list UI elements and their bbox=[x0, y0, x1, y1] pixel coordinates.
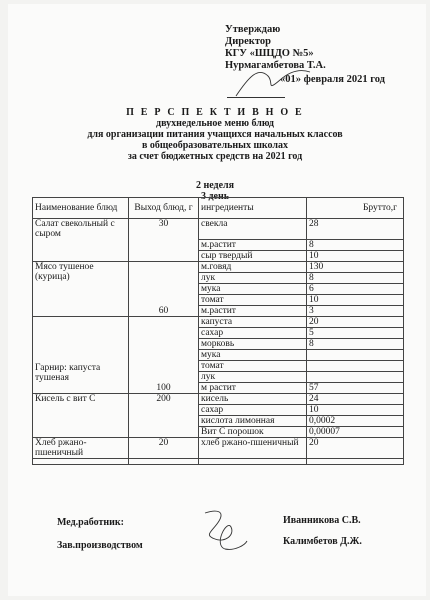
ingredient-brutto: 20 bbox=[307, 438, 404, 459]
ingredient-brutto: 24 bbox=[307, 394, 404, 405]
dish-output: 200 bbox=[129, 394, 199, 438]
med-worker-label: Мед.работник: bbox=[57, 517, 124, 528]
ingredient-name: м.растит bbox=[199, 306, 307, 317]
menu-table bbox=[32, 197, 404, 465]
ingredient-name: лук bbox=[199, 273, 307, 284]
table-row-empty bbox=[33, 459, 404, 465]
ingredient-name: кисель bbox=[199, 394, 307, 405]
ingredient-name: капуста bbox=[199, 317, 307, 328]
week-label: 2 неделя bbox=[195, 180, 235, 191]
table-row bbox=[33, 219, 404, 240]
dish-output: 20 bbox=[129, 438, 199, 459]
header-brutto: Брутто,г bbox=[307, 198, 404, 219]
ingredient-name: свекла bbox=[199, 219, 307, 240]
ingredient-brutto: 3 bbox=[307, 306, 404, 317]
table-row bbox=[33, 317, 404, 328]
ingredient-brutto: 8 bbox=[307, 339, 404, 350]
production-head-label: Зав.производством bbox=[57, 540, 143, 551]
ingredient-brutto: 8 bbox=[307, 240, 404, 251]
director-signature-mark bbox=[228, 58, 318, 108]
ingredient-name: м растит bbox=[199, 383, 307, 394]
approval-line-4: Нурмагамбетова Т.А. bbox=[225, 60, 326, 71]
document-title: П Е Р С П Е К Т И В Н О Е bbox=[126, 107, 304, 118]
ingredient-name: м.растит bbox=[199, 240, 307, 251]
ingredient-brutto: 10 bbox=[307, 405, 404, 416]
menu-table-body bbox=[33, 219, 404, 465]
ingredient-name: сыр твердый bbox=[199, 251, 307, 262]
subtitle-line-2: для организации питания учащихся начальных классов bbox=[87, 129, 343, 140]
med-worker-name: Иванникова С.В. bbox=[283, 515, 361, 526]
header-ingredients: ингредиенты bbox=[199, 198, 307, 219]
approval-date: «01» февраля 2021 год bbox=[280, 74, 385, 85]
ingredient-brutto: 57 bbox=[307, 383, 404, 394]
ingredient-brutto: 20 bbox=[307, 317, 404, 328]
ingredient-brutto: 5 bbox=[307, 328, 404, 339]
ingredient-name: лук bbox=[199, 372, 307, 383]
ingredient-name: томат bbox=[199, 295, 307, 306]
ingredient-brutto bbox=[307, 361, 404, 372]
ingredient-brutto bbox=[307, 350, 404, 361]
approval-line-1: Утверждаю bbox=[225, 24, 281, 35]
subtitle-line-3: в общеобразовательных школах bbox=[141, 140, 289, 151]
ingredient-name: Вит С порошок bbox=[199, 427, 307, 438]
ingredient-name: м.говяд bbox=[199, 262, 307, 273]
table-row bbox=[33, 438, 404, 459]
empty-cell bbox=[129, 459, 199, 465]
dish-output: 100 bbox=[129, 317, 199, 394]
table-row bbox=[33, 394, 404, 405]
ingredient-brutto: 0,00007 bbox=[307, 427, 404, 438]
dish-name: Хлеб ржано-пшеничный bbox=[33, 438, 129, 459]
subtitle-line-4: за счет бюджетных средств на 2021 год bbox=[127, 151, 303, 162]
ingredient-name: сахар bbox=[199, 405, 307, 416]
ingredient-name: мука bbox=[199, 350, 307, 361]
header-dish: Наименование блюд bbox=[33, 198, 129, 219]
ingredient-brutto: 0,0002 bbox=[307, 416, 404, 427]
ingredient-name: томат bbox=[199, 361, 307, 372]
ingredient-brutto: 130 bbox=[307, 262, 404, 273]
dish-output: 60 bbox=[129, 262, 199, 317]
table-row bbox=[33, 262, 404, 273]
table-header-row bbox=[33, 198, 404, 219]
ingredient-brutto: 8 bbox=[307, 273, 404, 284]
ingredient-brutto: 10 bbox=[307, 251, 404, 262]
production-head-name: Калимбетов Д.Ж. bbox=[283, 536, 362, 547]
document-subtitle bbox=[0, 118, 430, 162]
dish-name: Салат свекольный с сыром bbox=[33, 219, 129, 262]
ingredient-brutto: 6 bbox=[307, 284, 404, 295]
dish-name: Гарнир: капуста тушеная bbox=[33, 317, 129, 394]
ingredient-brutto: 28 bbox=[307, 219, 404, 240]
dish-name: Мясо тушеное (курица) bbox=[33, 262, 129, 317]
ingredient-name: кислота лимонная bbox=[199, 416, 307, 427]
empty-cell bbox=[33, 459, 129, 465]
approval-line-3: КГУ «ШЦДО №5» bbox=[225, 48, 314, 59]
med-worker-signature-mark bbox=[195, 505, 255, 555]
ingredient-brutto: 10 bbox=[307, 295, 404, 306]
empty-cell bbox=[199, 459, 307, 465]
subtitle-line-1: двухнедельное меню блюд bbox=[156, 118, 274, 129]
ingredient-name: хлеб ржано-пшеничный bbox=[199, 438, 307, 459]
ingredient-name: морковь bbox=[199, 339, 307, 350]
ingredient-brutto bbox=[307, 372, 404, 383]
day-label: 3 день bbox=[200, 191, 230, 202]
empty-cell bbox=[307, 459, 404, 465]
dish-output: 30 bbox=[129, 219, 199, 262]
ingredient-name: сахар bbox=[199, 328, 307, 339]
ingredient-name: мука bbox=[199, 284, 307, 295]
header-output: Выход блюд, г bbox=[129, 198, 199, 219]
dish-name: Кисель с вит С bbox=[33, 394, 129, 438]
approval-line-2: Директор bbox=[225, 36, 271, 47]
